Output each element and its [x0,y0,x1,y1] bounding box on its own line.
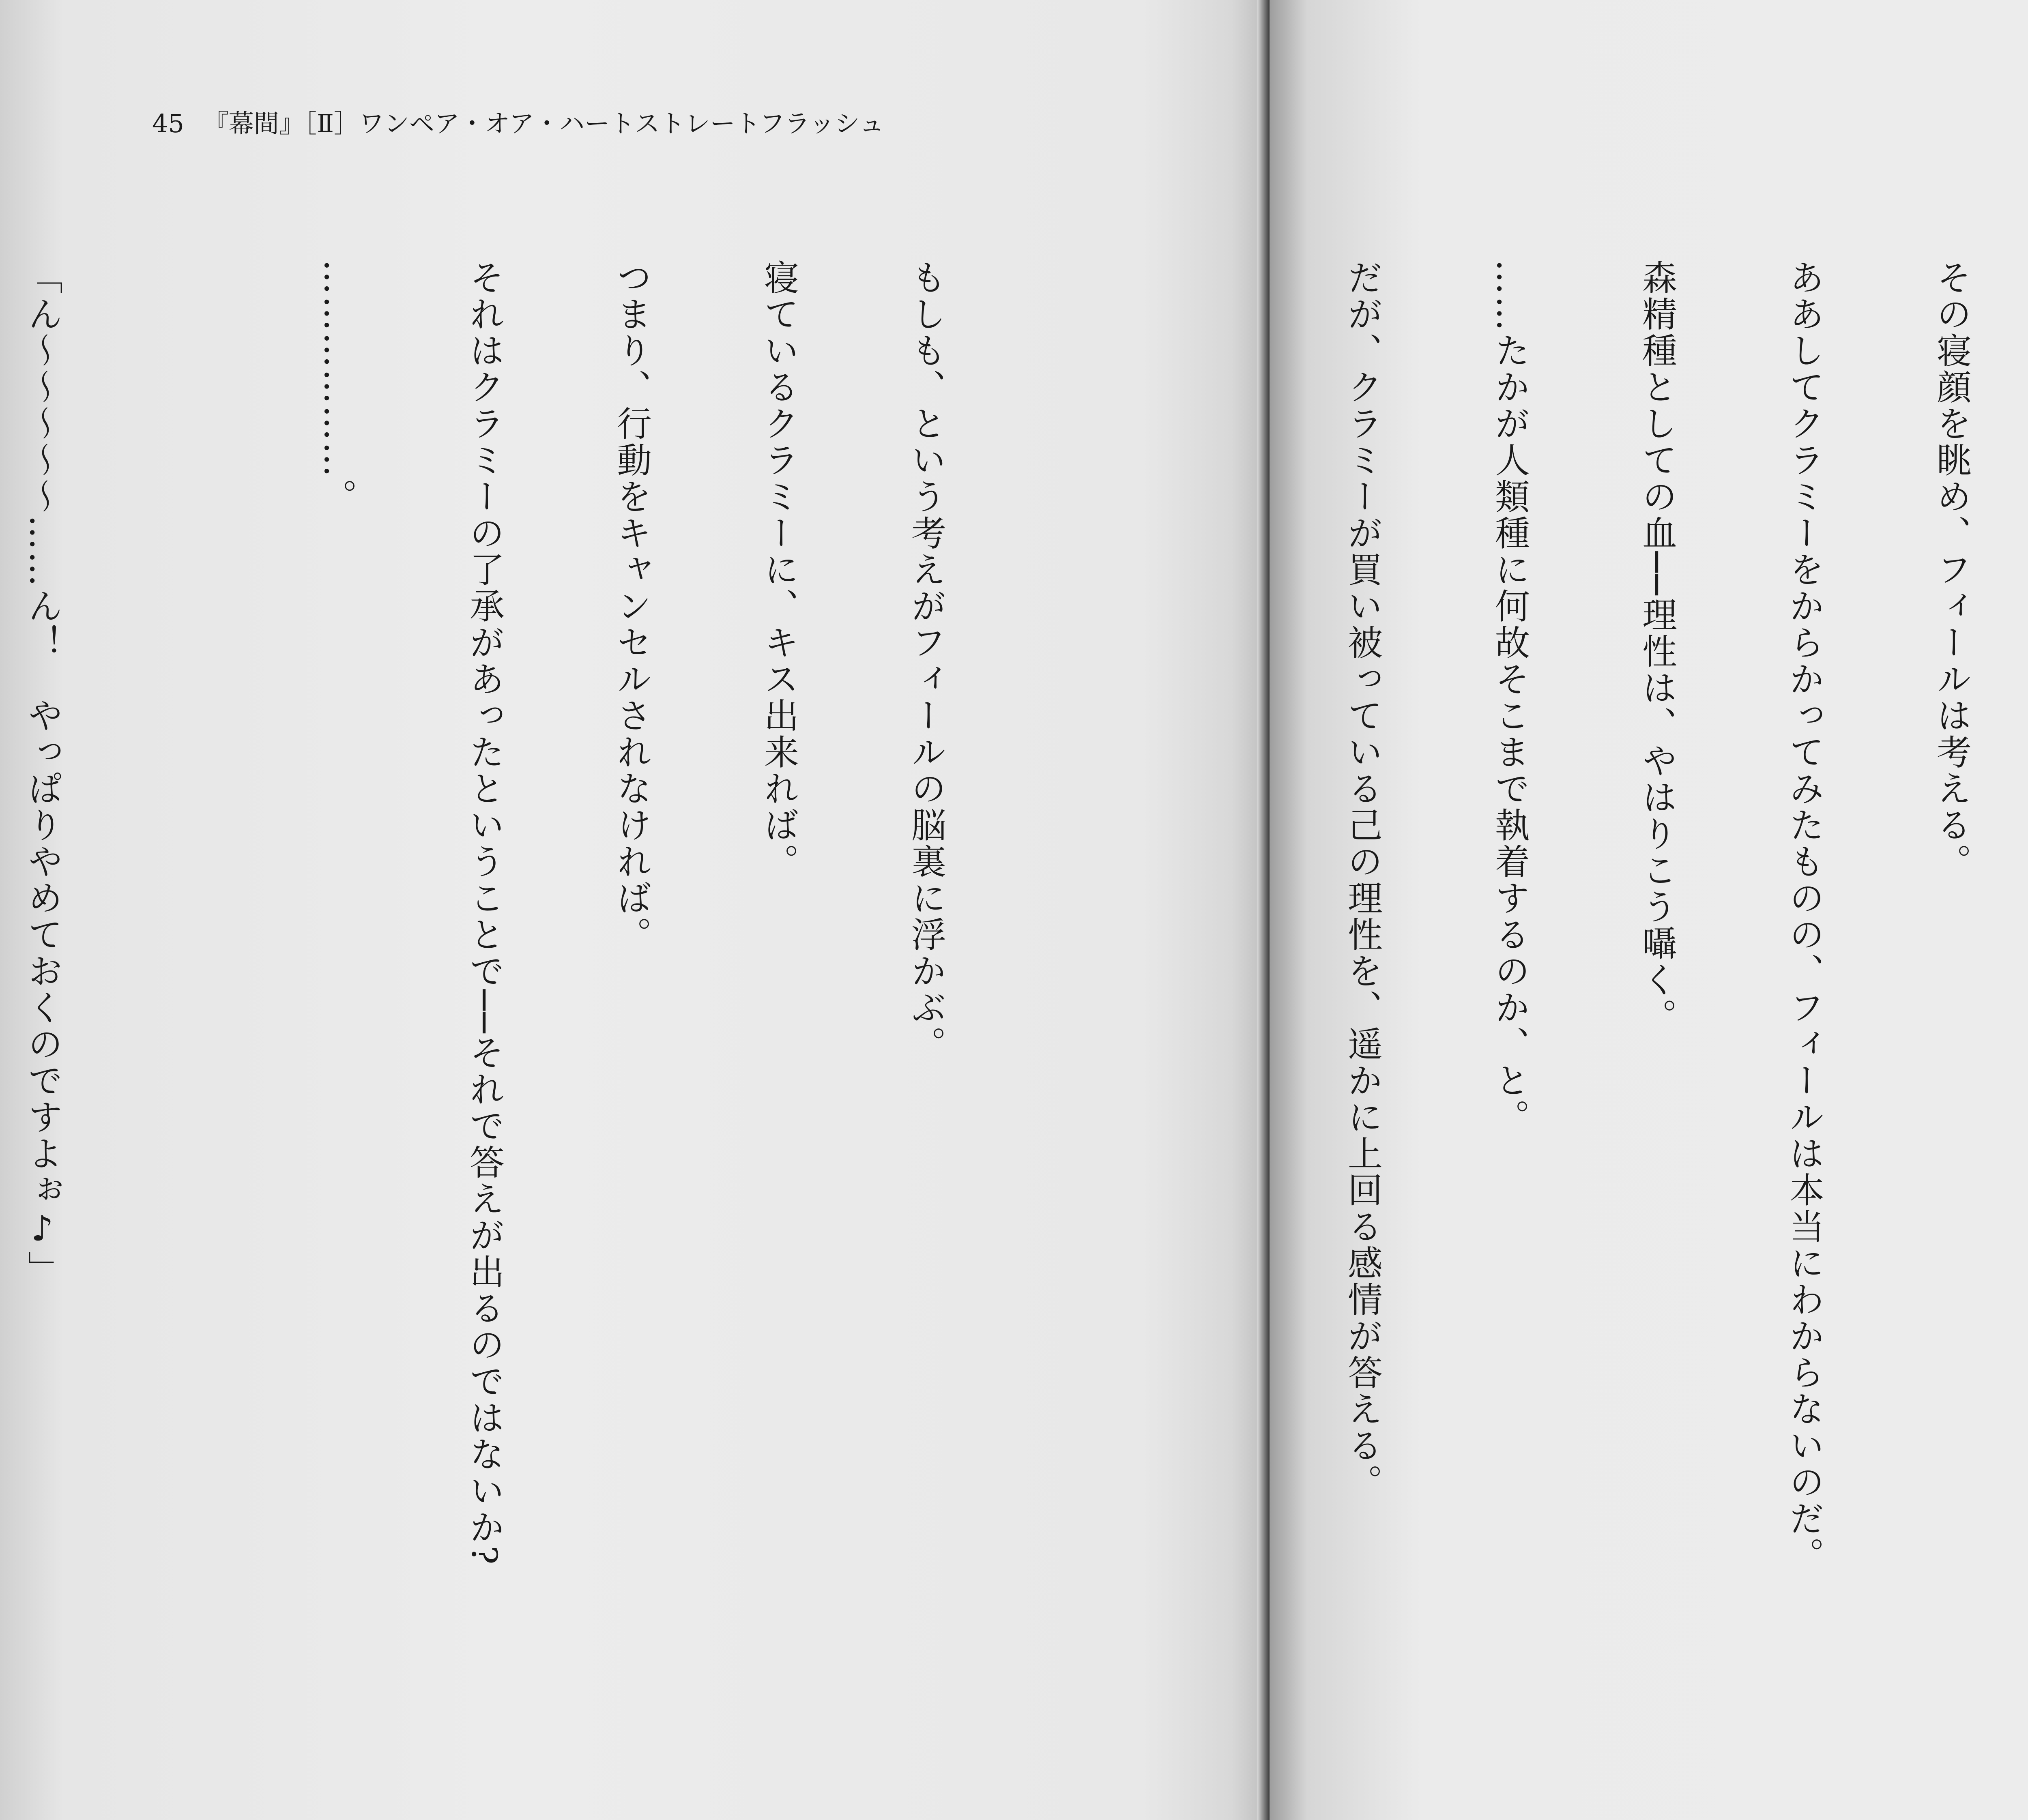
body-line: 森精種としての血──理性は、やはりこう囁く。 [1636,260,1677,1035]
running-title: 『幕間』［Ⅱ］ワンペア・オア・ハートストレートフラッシュ [203,109,885,138]
left-page-body [0,260,1048,1622]
blank-line [165,260,214,1622]
left-page-header [152,103,884,140]
right-page-body [1270,260,2028,1622]
left-page-number: 45 [152,109,184,138]
body-line: ………………。 [316,260,357,515]
right-page [1270,0,2028,1820]
body-line: その寝顔を眺め、フィールは考える。 [1931,260,1971,880]
body-line: ……たかが人類種に何故そこまで執着するのか、と。 [1489,260,1530,1135]
body-line: ああしてクラミーをからかってみたものの、フィールは本当にわからないのだ。 [1783,260,1824,1573]
body-line: 寝ているクラミーに、キス出来れば。 [758,260,799,880]
body-line: もしも、という考えがフィールの脳裏に浮かぶ。 [905,260,946,1062]
body-line: それはクラミーの了承があったということで──それで答えが出るのではないか? [464,260,504,1566]
body-line: だが、クラミーが買い被っている己の理性を、遥かに上回る感情が答える。 [1342,260,1382,1500]
body-line: つまり、行動をキャンセルされなければ。 [611,260,651,953]
dialogue-line: 「ん～～～～～……ん！ やっぱりやめておくのですよぉ♪」 [22,260,62,1287]
